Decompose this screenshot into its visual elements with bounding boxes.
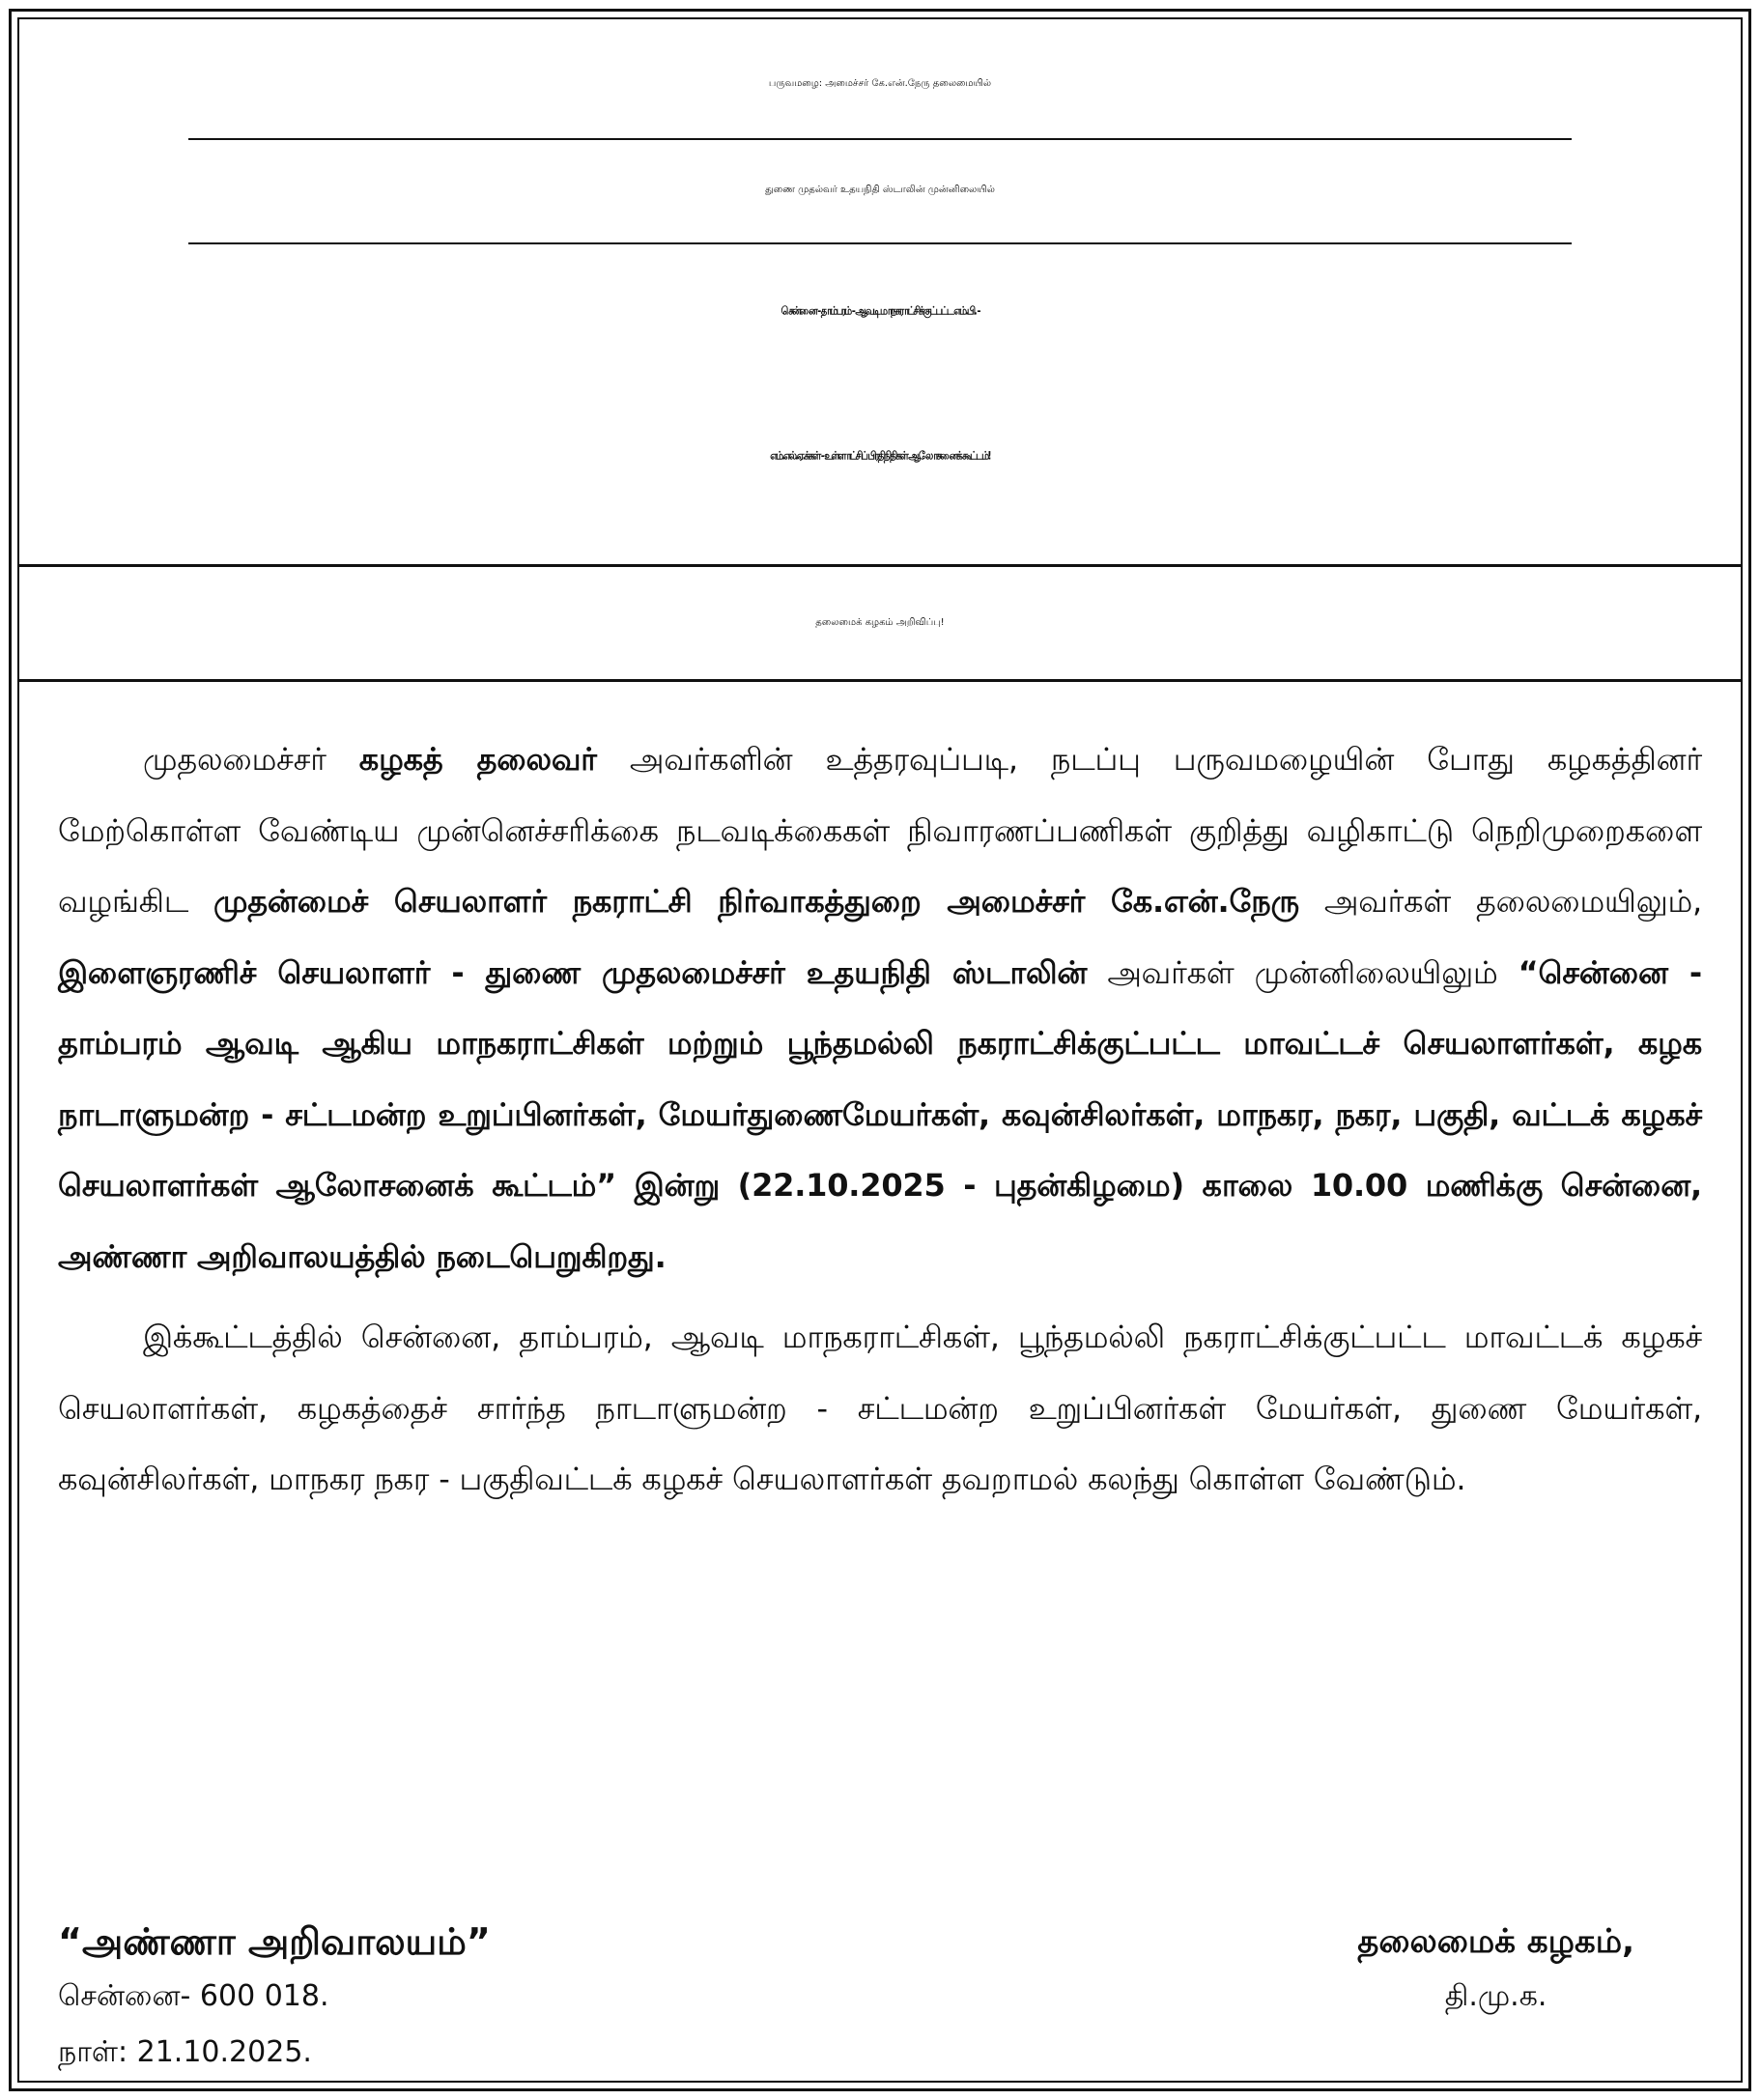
text-run: அவர்கள் தலைமையிலும், [1298,883,1702,920]
subtitle-underline [188,242,1572,244]
paragraph-1 [58,724,1702,1292]
bold-run: “சென்னை - தாம்பரம் ஆவடி ஆகிய மாநகராட்சிகள் மற்றும் பூந்தமல்லி நகராட்சிக்குட்பட்ட மாவட்டச் செயலாளர்கள், கழக நாடாளுமன்ற - சட்டமன்ற உறுப்பினர்கள், மேயர்துணைமேயர்கள், கவுன்சிலர்கள், மாநகர, நகர, பகுதி, வட்டக் கழகச் செயலாளர்கள் ஆலோசனைக் கூட்டம்” இன்று (22.10.2025 - புதன்கிழமை) காலை 10.00 மணிக்கு சென்னை, அண்ணா அறிவாலயத்தில் நடைபெறுகிறது. [58,953,1702,1275]
subtitle-deputy-cm: துணை முதல்வர் உதயநிதி ஸ்டாலின் முன்னிலையில் [765,184,995,195]
text-run: முதலமைச்சர் [143,741,359,778]
text-run: அவர்களின் உத்தரவுப்படி, நடப்பு பருவமழையின் போது கழகத்தினர் மேற்கொள்ள வேண்டிய முன்னெச்சரிக்கை நடவடிக்கைகள் நிவாரணப்பணிகள் குறித்து வழிகாட்டு நெறிமுறைகளை வழங்கிட [58,741,1702,920]
address-line: சென்னை- 600 018. [58,1979,329,2013]
bold-run: இளைஞரணிச் செயலாளர் - துணை முதலமைச்சர் உதயநிதி ஸ்டாலின் [58,953,1088,991]
notice-title: தலைமைக் கழகம் அறிவிப்பு! [815,617,945,628]
notice-section [19,567,1741,682]
bold-run: கழகத் தலைவர் [358,741,597,778]
date-line: நாள்: 21.10.2025. [58,2035,312,2069]
signatory: தலைமைக் கழகம், [1357,1922,1634,1961]
header-section [19,19,1741,567]
org-name: “அண்ணா அறிவாலயம்” [58,1920,491,1963]
headline-line-1: சென்னை - தாம்பரம் - ஆவடி மாநகராட்சிக்குட்பட்ட எம்.பி. - [781,305,979,318]
footer-address [58,1915,491,2081]
paragraph-2: இக்கூட்டத்தில் சென்னை, தாம்பரம், ஆவடி மாநகராட்சிகள், பூந்தமல்லி நகராட்சிக்குட்பட்ட மாவட்டக் கழகச் செயலாளர்கள், கழகத்தைச் சார்ந்த நாடாளுமன்ற - சட்டமன்ற உறுப்பினர்கள் மேயர்கள், துணை மேயர்கள், கவுன்சிலர்கள், மாநகர நகர - பகுதிவட்டக் கழகச் செயலாளர்கள் தவறாமல் கலந்து கொள்ள வேண்டும். [58,1319,1702,1497]
headline-line-2: எம்.எல்.ஏ.க்கள் - உள்ளாட்சிப் பிரதிநிதிகள் ஆலோசனைக் கூட்டம்! [770,450,990,463]
subtitle-minister: பருவமழை: அமைச்சர் கே.என்.நேரு தலைமையில் [768,78,992,89]
text-run: அவர்கள் முன்னிலையிலும் [1087,953,1519,991]
subtitle-underline [188,138,1572,140]
footer-signature [1357,1915,1634,2025]
announcement-body [58,724,1702,1516]
party-name: தி.மு.க. [1444,1979,1547,2013]
inner-border [17,17,1743,2083]
bold-run: முதன்மைச் செயலாளர் நகராட்சி நிர்வாகத்துறை அமைச்சர் கே.என்.நேரு [213,883,1299,920]
